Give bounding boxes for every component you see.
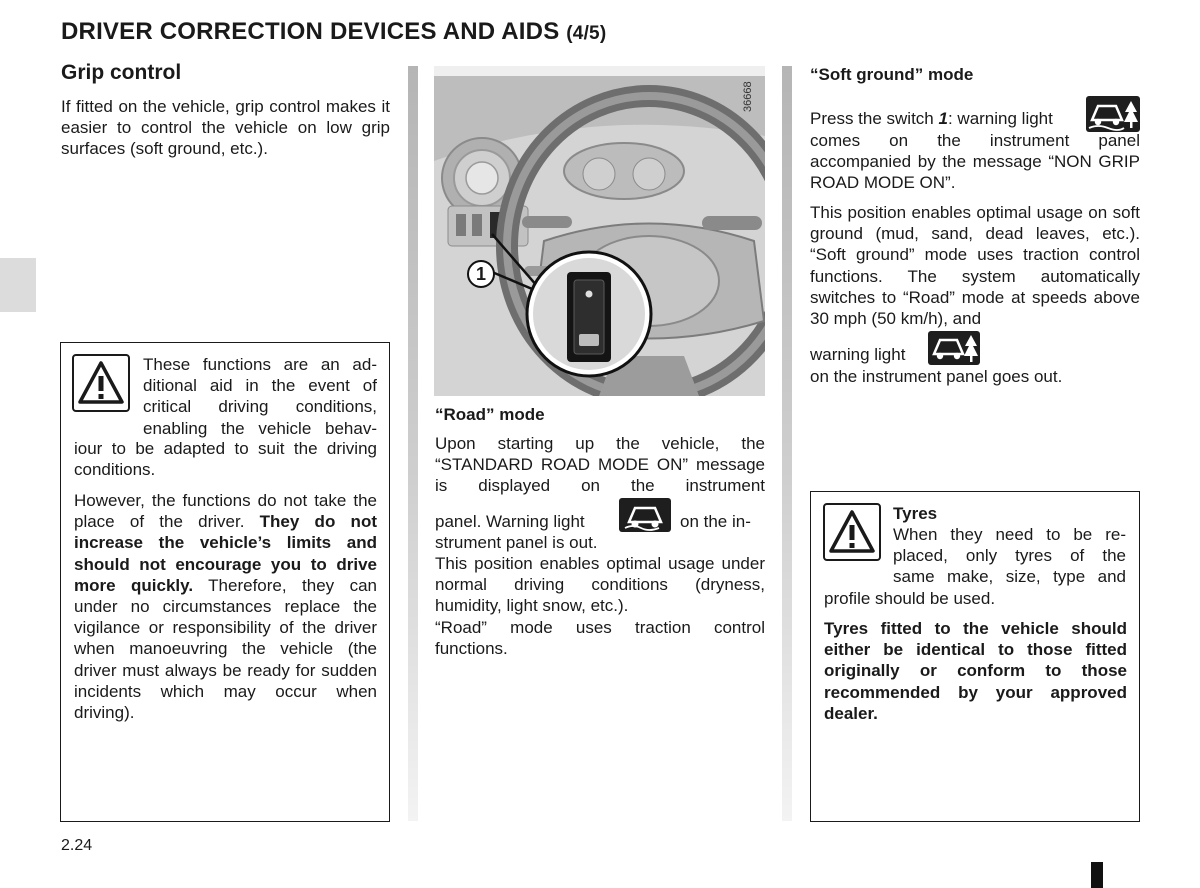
- soft-ground-paragraph-1: comes on the instrument panel accompanied by the message “NON GRIP ROAD MODE ON”.: [810, 131, 1140, 193]
- soft-ground-text-a: [810, 108, 1053, 129]
- warning-text-b: Therefore, they can under no circumstances replace the vigilance or responsibility of the driver when manoeuvring the vehicle (the driver must always be ready for sudden incidents which may occur when driving).: [74, 575, 377, 723]
- title-text: DRIVER CORRECTION DEVICES AND AIDS: [61, 18, 560, 45]
- tyres-line-4: profile should be used.: [824, 589, 996, 608]
- tyres-title: Tyres: [893, 504, 938, 523]
- soft-ground-heading: “Soft ground” mode: [810, 65, 974, 84]
- soft-ground-text-c: warning light: [810, 345, 906, 364]
- road-mode-text-c: strument panel is out.: [435, 533, 598, 552]
- warning-line-1: These functions are an ad-: [143, 355, 377, 374]
- column-divider-right: [782, 66, 792, 821]
- title-page-indicator: (4/5): [566, 23, 607, 44]
- tyres-warning-box: [810, 491, 1140, 822]
- warning-line-4: enabling the vehicle behav-: [143, 418, 377, 438]
- road-mode-heading: “Road” mode: [435, 405, 545, 424]
- warning-paragraph-1-rest: iour to be adapted to suit the driving conditions.: [74, 439, 377, 480]
- soft-ground-press-text: Press the switch: [810, 109, 934, 128]
- soft-ground-switch-line: [810, 96, 1140, 132]
- steering-wheel-drawing: [434, 66, 765, 396]
- warning-line-2: ditional aid in the event of: [143, 376, 377, 396]
- tyres-line-1: When they need to be re-: [893, 525, 1126, 544]
- traction-warning-light-icon: [619, 498, 671, 532]
- soft-ground-switch-number: 1: [938, 109, 948, 128]
- chapter-side-tab: [0, 258, 36, 312]
- warning-line-3: critical driving conditions,: [143, 397, 377, 417]
- soft-ground-paragraph-2: This position enables optimal usage on soft ground (mud, sand, dead leaves, etc.). “Soft ground” mode uses traction control functions. The system automatically switches to “Road” mode at speeds above 30 mph (50 km/h), and: [810, 203, 1140, 329]
- soft-ground-warning-text: : warning light: [947, 109, 1053, 128]
- warning-paragraph-2: [74, 490, 377, 723]
- column-divider-left: [408, 66, 418, 821]
- warning-box: [60, 342, 390, 822]
- page-title: [61, 18, 606, 46]
- page-end-marker: [1091, 862, 1103, 888]
- tyres-line-3: same make, size, type and: [893, 567, 1126, 587]
- soft-ground-text-d: on the instrument panel goes out.: [810, 367, 1063, 386]
- road-mode-text-b: on the in-: [680, 512, 751, 531]
- image-reference-number: 36668: [742, 81, 754, 112]
- page-number: 2.24: [61, 837, 93, 854]
- road-mode-paragraph-4: “Road” mode uses traction control functions.: [435, 618, 765, 659]
- tyres-line-2: placed, only tyres of the: [893, 546, 1126, 566]
- soft-ground-warning-light-icon: [928, 331, 980, 365]
- soft-ground-warning-light-icon: [1086, 96, 1140, 132]
- tyres-bold-paragraph: Tyres fitted to the vehicle should either be identical to those fitted originally or conform to those recommended by your approved dealer.: [824, 619, 1127, 723]
- road-mode-paragraph-1: Upon starting up the vehicle, the “STANDARD ROAD MODE ON” message is displayed on the instrument: [435, 434, 765, 496]
- road-mode-paragraph-3: This position enables optimal usage under normal driving conditions (dryness, humidity, light snow, etc.).: [435, 554, 765, 616]
- warning-text-bold: They do not increase the vehicle’s limits and should not encourage you to drive more quickly.: [74, 512, 377, 595]
- callout-number-1: 1: [467, 260, 495, 288]
- road-mode-text-a: panel. Warning light: [435, 512, 585, 531]
- intro-paragraph: If fitted on the vehicle, grip control makes it easier to control the vehicle on low grip surfaces (soft ground, etc.).: [61, 97, 390, 159]
- warning-triangle-icon: [72, 354, 130, 412]
- warning-text-a: However, the functions do not take the place of the driver.: [74, 491, 377, 532]
- warning-triangle-icon: [823, 503, 881, 561]
- section-heading: Grip control: [61, 61, 182, 84]
- soft-ground-goes-out-line: [810, 331, 1140, 367]
- road-mode-warning-line: [435, 498, 765, 532]
- dashboard-illustration: [434, 66, 765, 396]
